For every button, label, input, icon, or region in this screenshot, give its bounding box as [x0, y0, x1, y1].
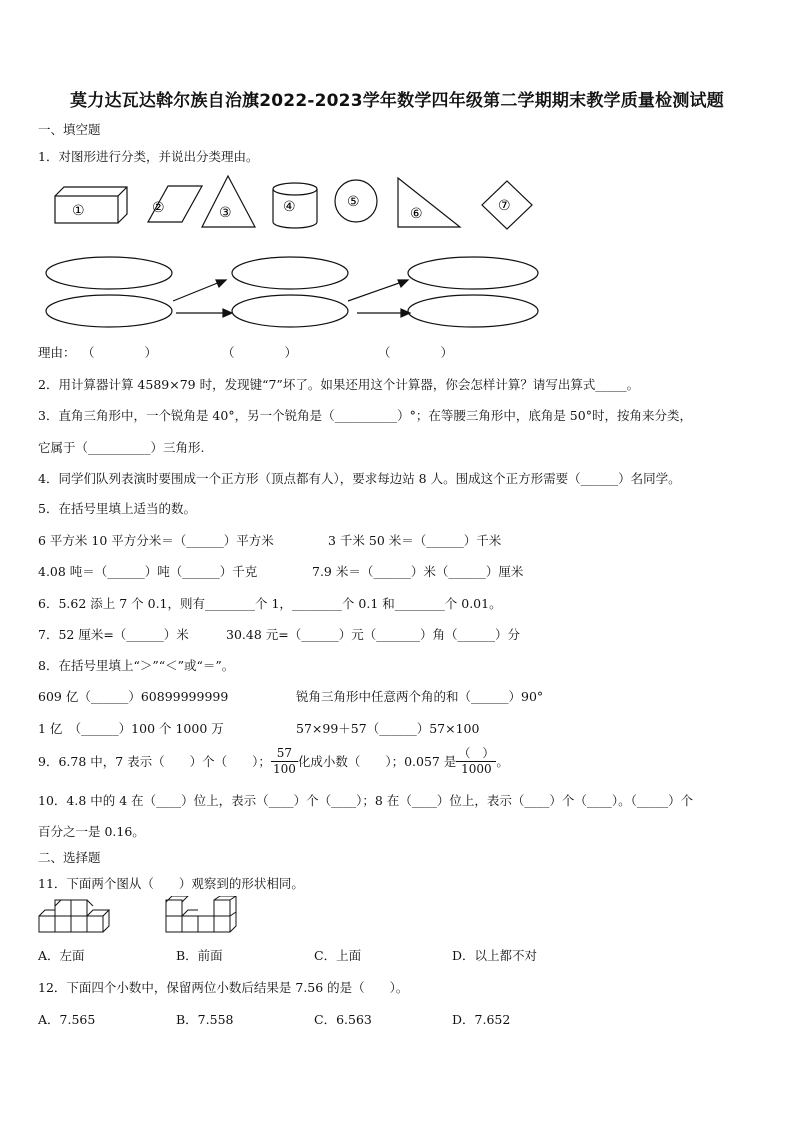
- question-5-row2-right: 7.9 米＝（______）米（______）厘米: [312, 564, 524, 579]
- question-10-text-line2: 百分之一是 0.16。: [38, 824, 145, 839]
- shape-label-7: ⑦: [498, 198, 511, 214]
- question-2-text: 2．用计算器计算 4589×79 时，发现键“7”坏了。如果还用这个计算器，你会怎样计算？请写出算式_____。: [38, 377, 640, 392]
- question-8-text: 8．在括号里填上“＞”“＜”或“＝”。: [38, 658, 235, 673]
- fraction-57-100: [271, 746, 298, 777]
- fraction-numerator-blank[interactable]: （ ）: [458, 745, 495, 760]
- question-4-text: 4．同学们队列表演时要围成一个正方形（顶点都有人），要求每边站 8 人。围成这个正方形需要（______）名同学。: [38, 471, 681, 486]
- answer-ellipse-3[interactable]: [232, 257, 348, 289]
- option-11-c[interactable]: C．上面: [314, 948, 362, 963]
- reason-blank-3[interactable]: （ ）: [378, 345, 454, 360]
- option-11-a[interactable]: A．左面: [38, 948, 85, 963]
- shape-label-6: ⑥: [410, 206, 423, 222]
- question-9-part1: 9．6.78 中，7 表示（ ）个（ ）；: [38, 754, 271, 769]
- question-5-row1-right: 3 千米 50 米＝（______）千米: [328, 533, 502, 548]
- question-12-text: 12．下面四个小数中，保留两位小数后结果是 7.56 的是（ ）。: [38, 980, 409, 995]
- right-triangle-shape: [398, 178, 460, 227]
- reason-blank-2[interactable]: （ ）: [222, 345, 298, 360]
- question-9-part3: 。: [496, 754, 509, 769]
- page-title: 莫力达瓦达斡尔族自治旗2022-2023学年数学四年级第二学期期末教学质量检测试题: [70, 91, 724, 111]
- arrows: [173, 280, 410, 317]
- question-7-left: 7．52 厘米=（______）米: [38, 627, 189, 642]
- question-8-row2-right: 57×99＋57（______）57×100: [296, 721, 480, 736]
- question-10-text-line1: 10．4.8 中的 4 在（____）位上，表示（____）个（____）；8 在（____）位上，表示（____）个（____）。（_____）个: [38, 793, 694, 808]
- question-6-text: 6．5.62 添上 7 个 0.1，则有________个 1，________个 0.1 和________个 0.01。: [38, 596, 502, 611]
- answer-ellipse-5[interactable]: [408, 257, 538, 289]
- answer-ellipse-1[interactable]: [46, 257, 172, 289]
- shape-label-4: ④: [283, 199, 296, 215]
- reason-blank-1[interactable]: （ ）: [82, 345, 158, 360]
- question-1-text: 1．对图形进行分类，并说出分类理由。: [38, 149, 259, 164]
- shape-label-3: ③: [219, 205, 232, 221]
- cuboid-shape: [55, 187, 127, 223]
- fraction-denominator: 100: [272, 761, 296, 776]
- answer-ellipse-2[interactable]: [46, 295, 172, 327]
- option-12-d[interactable]: D．7.652: [452, 1012, 511, 1027]
- option-11-d[interactable]: D．以上都不对: [452, 948, 538, 963]
- shape-label-5: ⑤: [347, 194, 360, 210]
- shape-label-2: ②: [152, 200, 165, 216]
- fraction-blank-1000: [456, 746, 496, 777]
- option-12-b[interactable]: B．7.558: [176, 1012, 234, 1027]
- classification-figure: [30, 170, 770, 340]
- question-8-row1-right: 锐角三角形中任意两个角的和（______）90°: [296, 689, 544, 704]
- question-9-part2: 化成小数（ ）；0.057 是: [297, 754, 457, 769]
- section-heading-fill: 一、填空题: [38, 122, 101, 137]
- question-5-row1-left: 6 平方米 10 平方分米＝（______）平方米: [38, 533, 274, 548]
- option-12-c[interactable]: C．6.563: [314, 1012, 372, 1027]
- answer-ellipse-6[interactable]: [408, 295, 538, 327]
- question-3-text-line2: 它属于（__________）三角形.: [38, 440, 205, 455]
- question-8-row1-left: 609 亿（______）60899999999: [38, 689, 229, 704]
- question-3-text-line1: 3．直角三角形中，一个锐角是 40°，另一个锐角是（__________）°；在等腰三角形中，底角是 50°时，按角来分类，: [38, 408, 692, 423]
- question-7-right: 30.48 元=（______）元（_______）角（______）分: [226, 627, 520, 642]
- option-11-b[interactable]: B．前面: [176, 948, 223, 963]
- cube-views-figure: [36, 896, 256, 940]
- question-5-text: 5．在括号里填上适当的数。: [38, 501, 196, 516]
- fraction-denominator: 1000: [461, 761, 492, 776]
- fraction-numerator: 57: [271, 746, 298, 762]
- question-9: [38, 743, 509, 779]
- question-5-row2-left: 4.08 吨＝（______）吨（______）千克: [38, 564, 258, 579]
- answer-ellipse-4[interactable]: [232, 295, 348, 327]
- question-11-text: 11．下面两个图从（ ）观察到的形状相同。: [38, 876, 304, 891]
- option-12-a[interactable]: A．7.565: [38, 1012, 96, 1027]
- reason-label: 理由：: [38, 345, 76, 360]
- section-heading-choice: 二、选择题: [38, 850, 101, 865]
- shape-label-1: ①: [72, 203, 85, 219]
- question-8-row2-left: 1 亿 （______）100 个 1000 万: [38, 721, 224, 736]
